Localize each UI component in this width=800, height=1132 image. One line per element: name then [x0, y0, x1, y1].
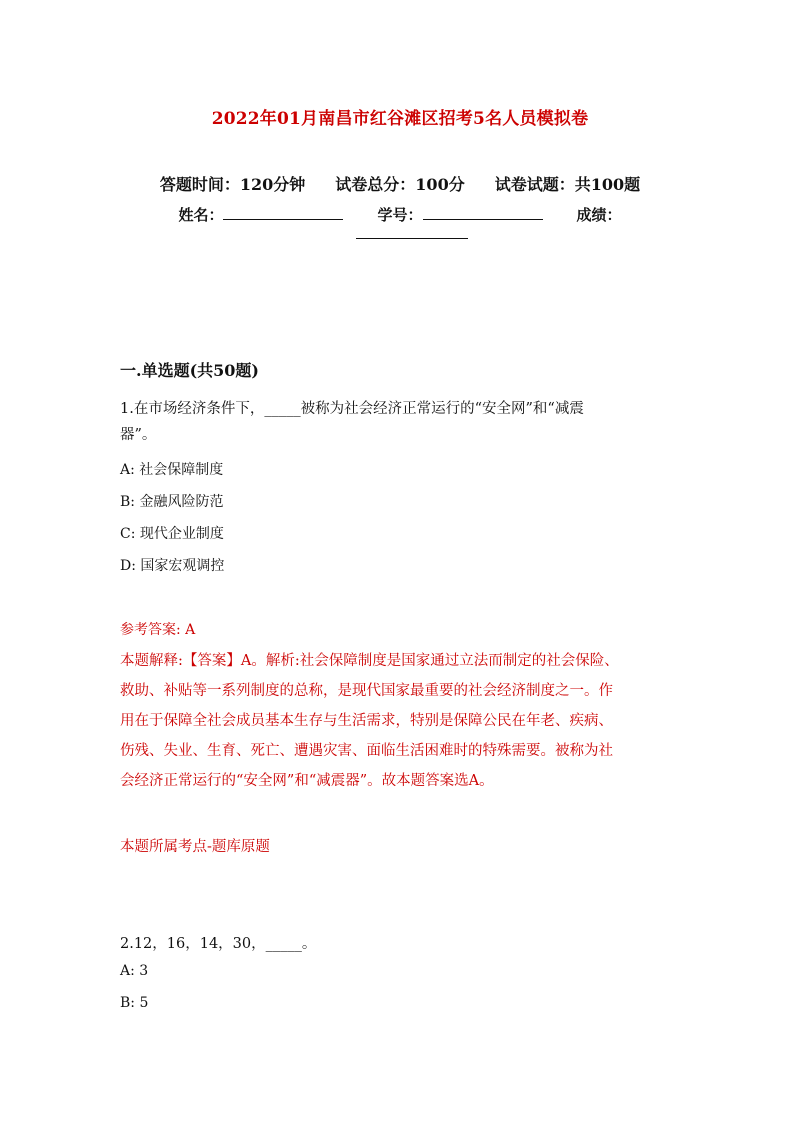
exam-info-row [0, 172, 800, 195]
document-title: 2022年01月南昌市红谷滩区招考5名人员模拟卷 [211, 109, 589, 129]
question-1-option-b: B: 金融风险防范 [120, 494, 224, 510]
question-1-explanation [120, 646, 680, 796]
question-2-option-b: B: 5 [120, 995, 149, 1011]
question-1-stem [120, 396, 680, 448]
exam-total-score: 试卷总分：100分 [335, 175, 465, 194]
exam-question-count: 试卷试题：共100题 [494, 175, 641, 194]
question-1-stem-line: 1.在市场经济条件下，_____被称为社会经济正常运行的“安全网”和“减震 [120, 401, 584, 417]
student-id-blank [423, 205, 543, 220]
question-2-option-a: A: 3 [120, 963, 149, 979]
question-1-option-c: C: 现代企业制度 [120, 526, 224, 542]
name-label: 姓名： [178, 206, 224, 224]
question-1-knowledge-point: 本题所属考点-题库原题 [120, 839, 270, 855]
student-info-row [0, 204, 800, 225]
explanation-line: 本题解释:【答案】A。解析:社会保障制度是国家通过立法而制定的社会保险、 [120, 653, 619, 669]
question-1-answer: 参考答案: A [120, 622, 196, 638]
explanation-line: 救助、补贴等一系列制度的总称，是现代国家最重要的社会经济制度之一。作 [120, 683, 613, 699]
grade-blank [356, 232, 468, 239]
grade-label: 成绩： [576, 206, 622, 224]
question-1-option-d: D: 国家宏观调控 [120, 558, 225, 574]
explanation-line: 会经济正常运行的“安全网”和“减震器”。故本题答案选A。 [120, 773, 494, 789]
name-blank [223, 205, 343, 220]
section-title: 一.单选题(共50题) [120, 361, 259, 380]
question-1-option-a: A: 社会保障制度 [120, 462, 224, 478]
exam-time: 答题时间：120分钟 [159, 175, 306, 194]
explanation-line: 伤残、失业、生育、死亡、遭遇灾害、面临生活困难时的特殊需要。被称为社 [120, 743, 613, 759]
explanation-line: 用在于保障全社会成员基本生存与生活需求，特别是保障公民在年老、疾病、 [120, 713, 613, 729]
student-id-label: 学号： [377, 206, 423, 224]
question-2-stem: 2.12，16，14，30，_____。 [120, 936, 317, 952]
question-1-stem-line: 器”。 [120, 427, 157, 443]
